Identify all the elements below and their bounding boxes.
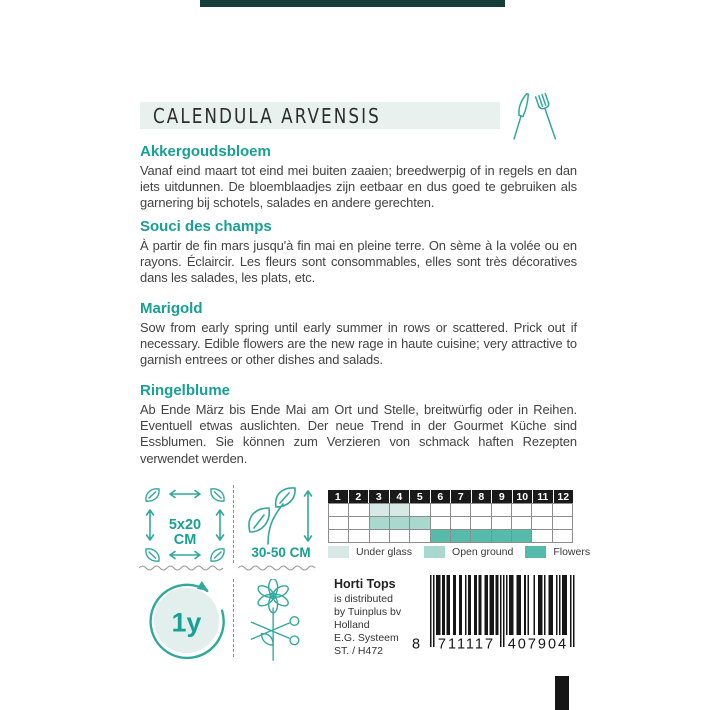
- calendar-month-header: [328, 490, 573, 503]
- calendar-cell: [370, 504, 389, 516]
- barcode-bar: [541, 575, 543, 635]
- barcode-bar: [480, 575, 482, 635]
- legend-item: [424, 546, 513, 558]
- wavy-divider: [238, 564, 317, 573]
- barcode-bar: [479, 575, 481, 635]
- barcode-svg: [412, 575, 574, 653]
- plant-height-icon: [242, 486, 320, 546]
- divider-dashed: [233, 485, 234, 563]
- section-body: Ab Ende März bis Ende Mai am Ort und Stelle, breitwürfig oder in Reihen. Eventuell etwas auslichten. Der neue Trend in der Gourmet Küche sind Essblumen. Sie können zum Verzieren von schmack haften Rezepten verwendet werden.: [140, 402, 577, 466]
- barcode-bar: [573, 575, 575, 647]
- calendar-cell: [451, 504, 470, 516]
- barcode-bar: [448, 575, 450, 635]
- barcode-bar: [497, 575, 499, 635]
- barcode-bar: [474, 575, 476, 635]
- section-body: Sow from early spring until early summer in rows or scattered. Prick out if necessary. Edible flowers are the new rage in haute cuisine; very attractive to garnish entrees or other dishes and salads.: [140, 320, 577, 368]
- calendar-cell: [532, 517, 551, 529]
- calendar-cell: [451, 517, 470, 529]
- calendar-cell: [390, 517, 409, 529]
- barcode-bar: [459, 575, 461, 635]
- barcode-bar: [433, 575, 435, 647]
- barcode-bar: [438, 575, 440, 635]
- month-header-cell: 5: [410, 490, 430, 503]
- calendar-cell: [329, 530, 348, 542]
- barcode-bar: [503, 575, 505, 647]
- distributor-line: by Tuinplus bv: [334, 606, 402, 618]
- barcode-bar: [511, 575, 513, 635]
- spacing-value: 5x20: [168, 517, 202, 533]
- legend-swatch: [525, 546, 546, 558]
- barcode-bar: [454, 575, 456, 635]
- calendar-cell: [410, 517, 429, 529]
- calendar-cell: [512, 530, 531, 542]
- barcode-bar: [544, 575, 546, 635]
- calendar-cell: [451, 530, 470, 542]
- month-header-cell: 12: [554, 490, 574, 503]
- barcode-bar: [489, 575, 491, 635]
- barcode-bar: [562, 575, 564, 635]
- barcode-bar: [524, 575, 526, 635]
- month-header-cell: 3: [369, 490, 389, 503]
- page-title: CALENDULA ARVENSIS: [153, 103, 381, 128]
- month-header-cell: 9: [492, 490, 512, 503]
- distributor-name: Horti Tops: [334, 577, 396, 591]
- legend-item: [328, 546, 412, 558]
- barcode-bar: [565, 575, 567, 635]
- calendar-cell: [512, 517, 531, 529]
- legend-swatch: [424, 546, 445, 558]
- calendar-cell: [370, 517, 389, 529]
- barcode-bar: [485, 575, 487, 635]
- calendar-cell: [553, 530, 572, 542]
- calendar-legend: [328, 546, 591, 558]
- month-header-cell: 4: [390, 490, 410, 503]
- barcode-bar: [518, 575, 520, 635]
- barcode-bar: [538, 575, 540, 635]
- barcode-bar: [476, 575, 478, 635]
- barcode: [412, 575, 576, 653]
- legend-label: Under glass: [356, 546, 413, 558]
- top-print-mark: [200, 0, 505, 7]
- calendar-cell: [471, 530, 490, 542]
- month-header-cell: 6: [431, 490, 451, 503]
- calendar-cell: [492, 517, 511, 529]
- barcode-bar: [500, 575, 502, 647]
- calendar-cell: [410, 530, 429, 542]
- calendar-cell: [431, 517, 450, 529]
- barcode-bar: [436, 575, 438, 635]
- month-header-cell: 8: [472, 490, 492, 503]
- barcode-bar: [559, 575, 561, 635]
- section-body: À partir de fin mars jusqu'à fin mai en pleine terre. On sème à la volée ou en rayons. Éclaircir. Les fleurs sont consommables, elles sont très décoratives dans les salades, les plats, etc.: [140, 238, 577, 286]
- calendar-cell: [329, 517, 348, 529]
- barcode-bar: [442, 575, 444, 635]
- calendar-cell: [349, 504, 368, 516]
- calendar-grid: [328, 503, 573, 543]
- barcode-bar: [444, 575, 446, 635]
- barcode-bar: [509, 575, 511, 635]
- barcode-bar: [512, 575, 514, 635]
- section-dutch: [140, 143, 577, 212]
- barcode-bar: [491, 575, 493, 635]
- title-banner: [140, 102, 500, 129]
- barcode-bar: [486, 575, 488, 635]
- black-print-mark: [555, 676, 569, 710]
- calendar-cell: [390, 504, 409, 516]
- month-header-cell: 2: [349, 490, 369, 503]
- section-heading: Souci des champs: [140, 218, 272, 235]
- month-header-cell: 1: [328, 490, 348, 503]
- wavy-divider: [139, 564, 227, 573]
- barcode-bar: [495, 575, 497, 635]
- barcode-digits: 407904: [507, 636, 569, 653]
- barcode-digits: 711117: [437, 636, 496, 653]
- legend-label: Open ground: [452, 546, 514, 558]
- barcode-bar: [447, 575, 449, 635]
- month-header-cell: 10: [513, 490, 533, 503]
- calendar-cell: [349, 530, 368, 542]
- section-heading: Akkergoudsbloem: [140, 143, 271, 160]
- calendar-cell: [471, 504, 490, 516]
- legend-item: [525, 546, 590, 558]
- calendar-cell: [492, 530, 511, 542]
- calendar-cell: [471, 517, 490, 529]
- barcode-bar: [492, 575, 494, 635]
- barcode-bar: [550, 575, 552, 635]
- divider-dashed: [233, 579, 234, 657]
- calendar-cell: [492, 504, 511, 516]
- plant-height-label: 30-50 CM: [251, 545, 311, 560]
- calendar-cell: [329, 504, 348, 516]
- calendar-cell: [532, 530, 551, 542]
- calendar-cell: [431, 530, 450, 542]
- barcode-bar: [506, 575, 508, 635]
- calendar-cell: [553, 517, 572, 529]
- barcode-bar: [470, 575, 472, 635]
- spacing-unit: CM: [173, 532, 197, 548]
- barcode-bar: [517, 575, 519, 635]
- barcode-bar: [430, 575, 432, 647]
- section-heading: Ringelblume: [140, 382, 231, 399]
- legend-swatch: [328, 546, 349, 558]
- barcode-bar: [520, 575, 522, 635]
- barcode-bar: [439, 575, 441, 635]
- cut-flower-icon: [247, 579, 307, 663]
- barcode-bar: [570, 575, 572, 647]
- calendar-cell: [431, 504, 450, 516]
- barcode-digits: 8: [412, 636, 423, 653]
- sowing-calendar: [328, 490, 573, 543]
- calendar-cell: [390, 530, 409, 542]
- annual-cycle-label: 1y: [171, 607, 202, 638]
- barcode-bar: [564, 575, 566, 635]
- calendar-cell: [553, 504, 572, 516]
- section-english: [140, 300, 577, 369]
- section-german: [140, 382, 577, 467]
- barcode-bar: [533, 575, 535, 635]
- plant-spacing-icon: [139, 484, 231, 564]
- barcode-bar: [556, 575, 558, 635]
- calendar-cell: [410, 504, 429, 516]
- calendar-cell: [512, 504, 531, 516]
- legend-label: Flowers: [553, 546, 591, 558]
- distributor-line: E.G. Systeem: [334, 632, 399, 644]
- month-header-cell: 11: [533, 490, 553, 503]
- distributor-line: Holland: [334, 619, 370, 631]
- section-heading: Marigold: [140, 300, 203, 317]
- calendar-cell: [349, 517, 368, 529]
- barcode-bar: [465, 575, 467, 635]
- calendar-cell: [532, 504, 551, 516]
- barcode-bar: [552, 575, 554, 635]
- distributor-line: is distributed: [334, 593, 393, 605]
- section-body: Vanaf eind maart tot eind mei buiten zaaien; breedwerpig of in regels en dan iets uitdunnen. De bloemblaadjes zijn eetbaar en dus goed te gebruiken als garnering bij schotels, salades en andere gerechten.: [140, 163, 577, 211]
- annual-cycle-icon: [145, 577, 228, 660]
- month-header-cell: 7: [451, 490, 471, 503]
- barcode-bar: [460, 575, 462, 635]
- barcode-bar: [549, 575, 551, 635]
- barcode-bar: [453, 575, 455, 635]
- barcode-bar: [468, 575, 470, 635]
- calendar-cell: [370, 530, 389, 542]
- section-french: [140, 218, 577, 287]
- barcode-bar: [527, 575, 529, 635]
- knife-and-fork-icon: [511, 92, 557, 144]
- barcode-bar: [539, 575, 541, 635]
- distributor-line: ST. / H472: [334, 645, 384, 657]
